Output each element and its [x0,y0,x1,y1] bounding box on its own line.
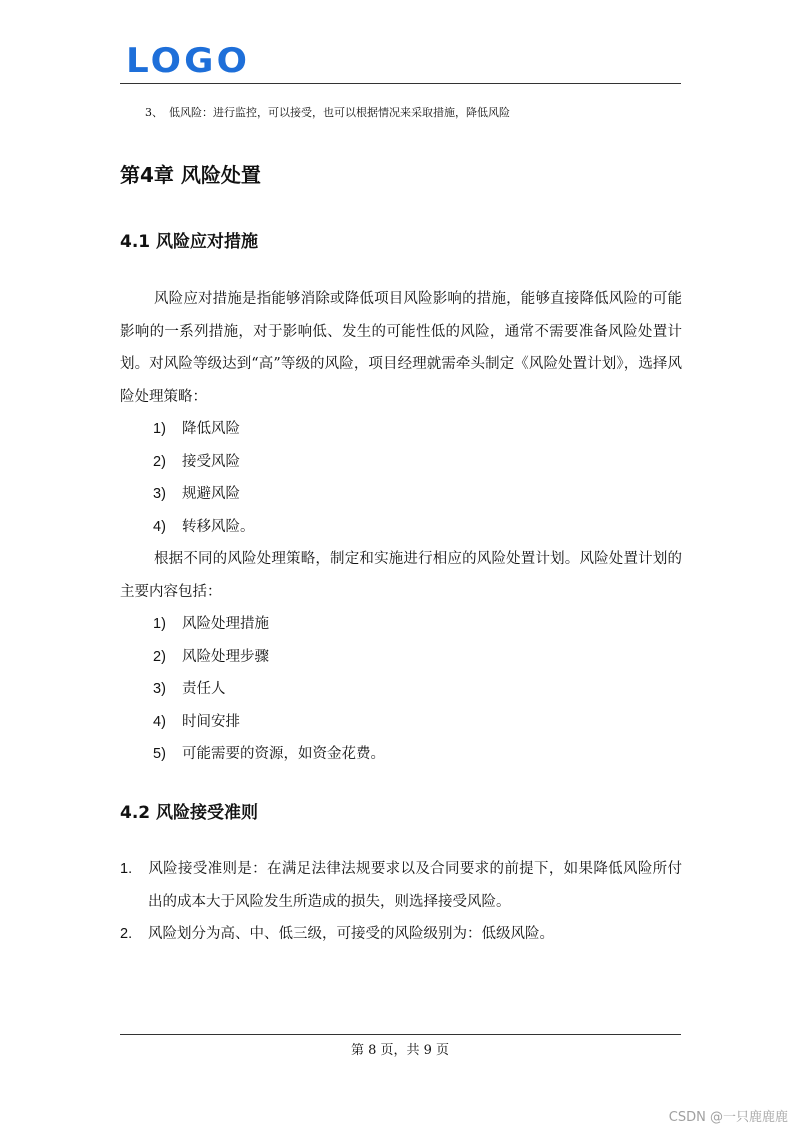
acceptance-criteria-list [120,853,682,951]
paragraph-risk-measures: 风险应对措施是指能够消除或降低项目风险影响的措施，能够直接降低风险的可能影响的一系列措施，对于影响低、发生的可能性低的风险，通常不需要准备风险处置计划。对风险等级达到“高”等级的风险，项目经理就需牵头制定《风险处置计划》，选择风险处理策略： [120,291,682,405]
page-number: 第 8 页，共 9 页 [350,1043,450,1058]
list-item: 5) 可能需要的资源，如资金花费。 [153,746,385,762]
risk-level-note [145,104,510,122]
list-item: 1) 降低风险 [153,421,240,437]
strategy-list [153,413,255,543]
chapter-title: 第4章 风险处置 [120,163,261,187]
paragraph-plan-contents: 根据不同的风险处理策略，制定和实施进行相应的风险处置计划。风险处置计划的主要内容包括： [120,551,682,600]
section-title-4-2: 4.2 风险接受准则 [120,803,259,823]
watermark: CSDN @一只鹿鹿鹿 [668,1110,788,1125]
footer-divider [120,1034,681,1035]
list-item: 2) 接受风险 [153,453,240,470]
list-item: 1. 风险接受准则是：在满足法律法规要求以及合同要求的前提下，如果降低风险所付出的成本大于风险发生所造成的损失，则选择接受风险。 [120,861,682,910]
list-item: 2) 风险处理步骤 [153,648,269,665]
section-title-4-1: 4.1 风险应对措施 [120,232,259,252]
note-text: 低风险：进行监控，可以接受，也可以根据情况来采取措施，降低风险 [169,106,510,119]
company-logo: LOGO [126,41,251,81]
list-item: 1) 风险处理措施 [153,616,269,632]
list-item: 3) 责任人 [153,681,226,697]
note-number: 3、 [145,106,163,119]
list-item: 4) 转移风险。 [153,518,255,535]
plan-items-list [153,608,385,771]
list-item: 2. 风险划分为高、中、低三级，可接受的风险级别为：低级风险。 [120,926,554,942]
header-divider [120,83,681,84]
list-item: 3) 规避风险 [153,486,240,502]
list-item: 4) 时间安排 [153,713,240,730]
